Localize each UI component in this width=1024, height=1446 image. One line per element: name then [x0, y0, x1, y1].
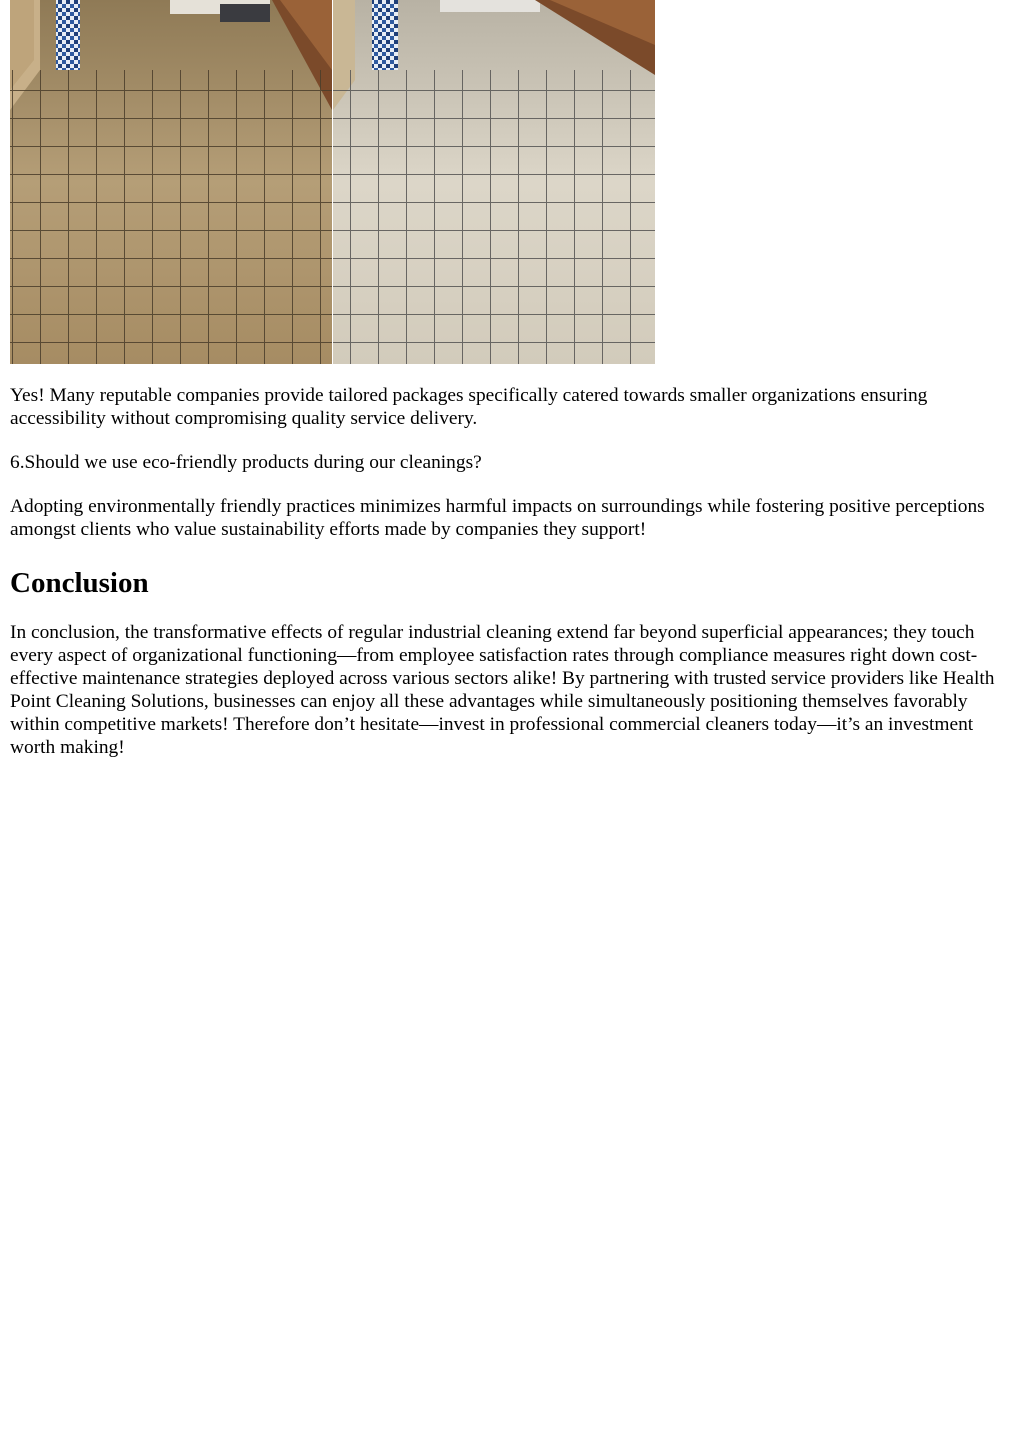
before-after-floor-image	[10, 0, 655, 364]
section-heading: Conclusion	[10, 567, 149, 599]
article-content	[10, 0, 1006, 759]
answer-paragraph: Yes! Many reputable companies provide tailored packages specifically catered towards smaller organizations ensuring accessibility without compromising quality service delivery.	[10, 385, 928, 429]
faq-question: 6.Should we use eco-friendly products during our cleanings?	[10, 452, 482, 473]
answer-paragraph: Adopting environmentally friendly practices minimizes harmful impacts on surroundings while fostering positive perceptions amongst clients who value sustainability efforts made by companies they support!	[10, 496, 985, 540]
conclusion-paragraph: In conclusion, the transformative effects of regular industrial cleaning extend far beyond superficial appearances; they touch every aspect of organizational functioning—from employee satisfaction rates through compliance measures right down cost-effective maintenance strategies deployed across various sectors alike! By partnering with trusted service providers like Health Point Cleaning Solutions, businesses can enjoy all these advantages while simultaneously positioning themselves favorably within competitive markets! Therefore don’t hesitate—invest in professional commercial cleaners today—it’s an investment worth making!	[10, 622, 995, 758]
